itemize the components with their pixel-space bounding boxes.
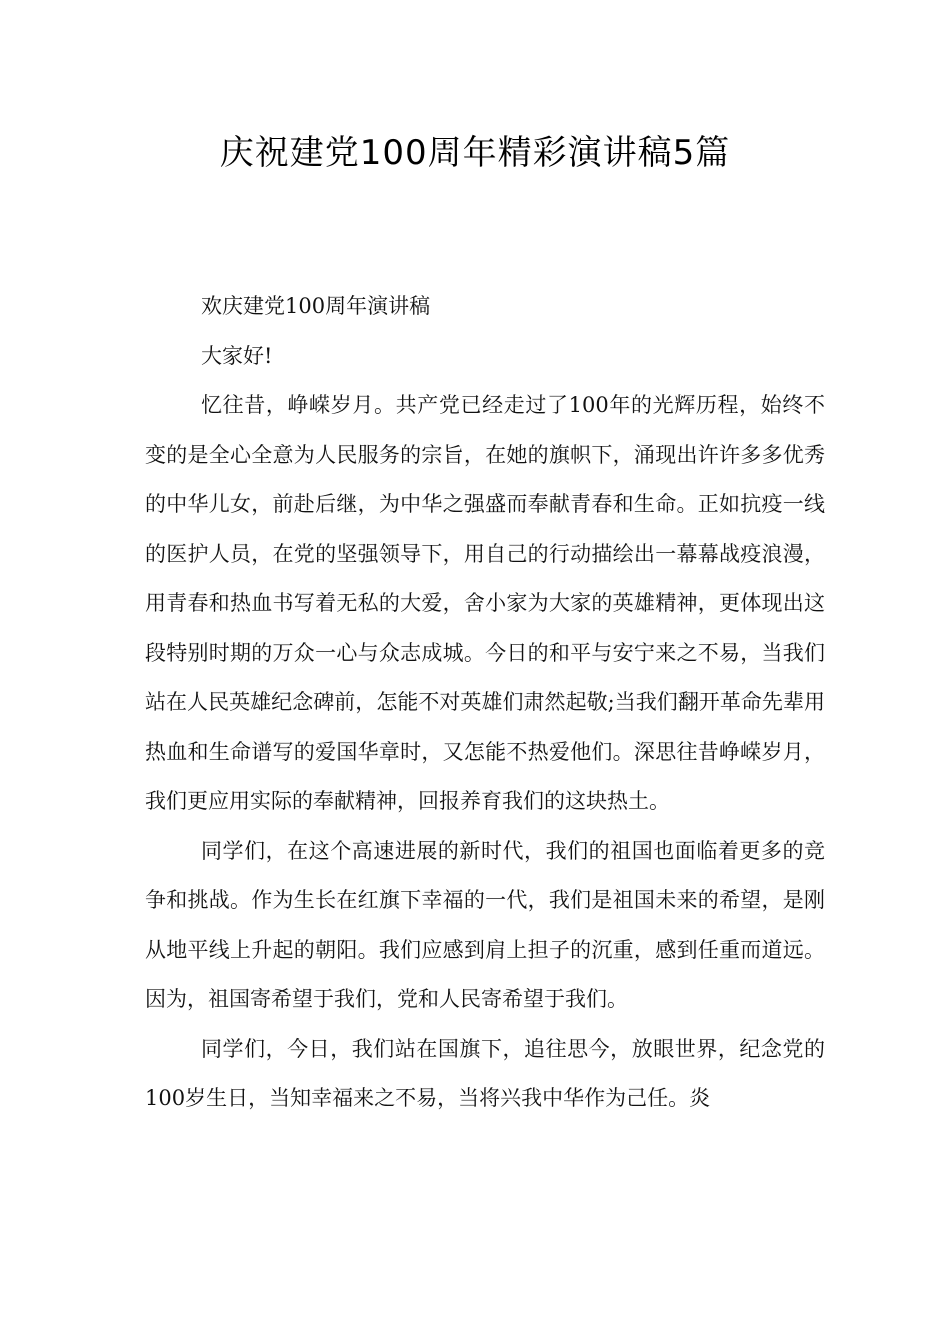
body-paragraph: 忆往昔，峥嵘岁月。共产党已经走过了100年的光辉历程，始终不变的是全心全意为人民服务的宗旨，在她的旗帜下，涌现出许许多多优秀的中华儿女，前赴后继，为中华之强盛而奉献青春和生命。正如抗疫一线的医护人员，在党的坚强领导下，用自己的行动描绘出一幕幕战疫浪漫，用青春和热血书写着无私的大爱，舍小家为大家的英雄精神，更体现出这段特别时期的万众一心与众志成城。今日的和平与安宁来之不易，当我们站在人民英雄纪念碑前，怎能不对英雄们肃然起敬;当我们翻开革命先辈用热血和生命谱写的爱国华章时，又怎能不热爱他们。深思往昔峥嵘岁月，我们更应用实际的奉献精神，回报养育我们的这块热土。 <box>145 393 825 813</box>
body-paragraph: 同学们，今日，我们站在国旗下，追往思今，放眼世界，纪念党的100岁生日，当知幸福来之不易，当将兴我中华作为己任。炎 <box>145 1036 825 1110</box>
document-title: 庆祝建党100周年精彩演讲稿5篇 <box>219 133 731 173</box>
body-paragraph: 同学们，在这个高速进展的新时代，我们的祖国也面临着更多的竞争和挑战。作为生长在红旗下幸福的一代，我们是祖国未来的希望，是刚从地平线上升起的朝阳。我们应感到肩上担子的沉重，感到任重而道远。因为，祖国寄希望于我们，党和人民寄希望于我们。 <box>145 838 825 1011</box>
subtitle-paragraph: 欢庆建党100周年演讲稿 <box>201 294 431 318</box>
greeting-paragraph: 大家好! <box>201 343 273 368</box>
document-body <box>145 282 825 1124</box>
